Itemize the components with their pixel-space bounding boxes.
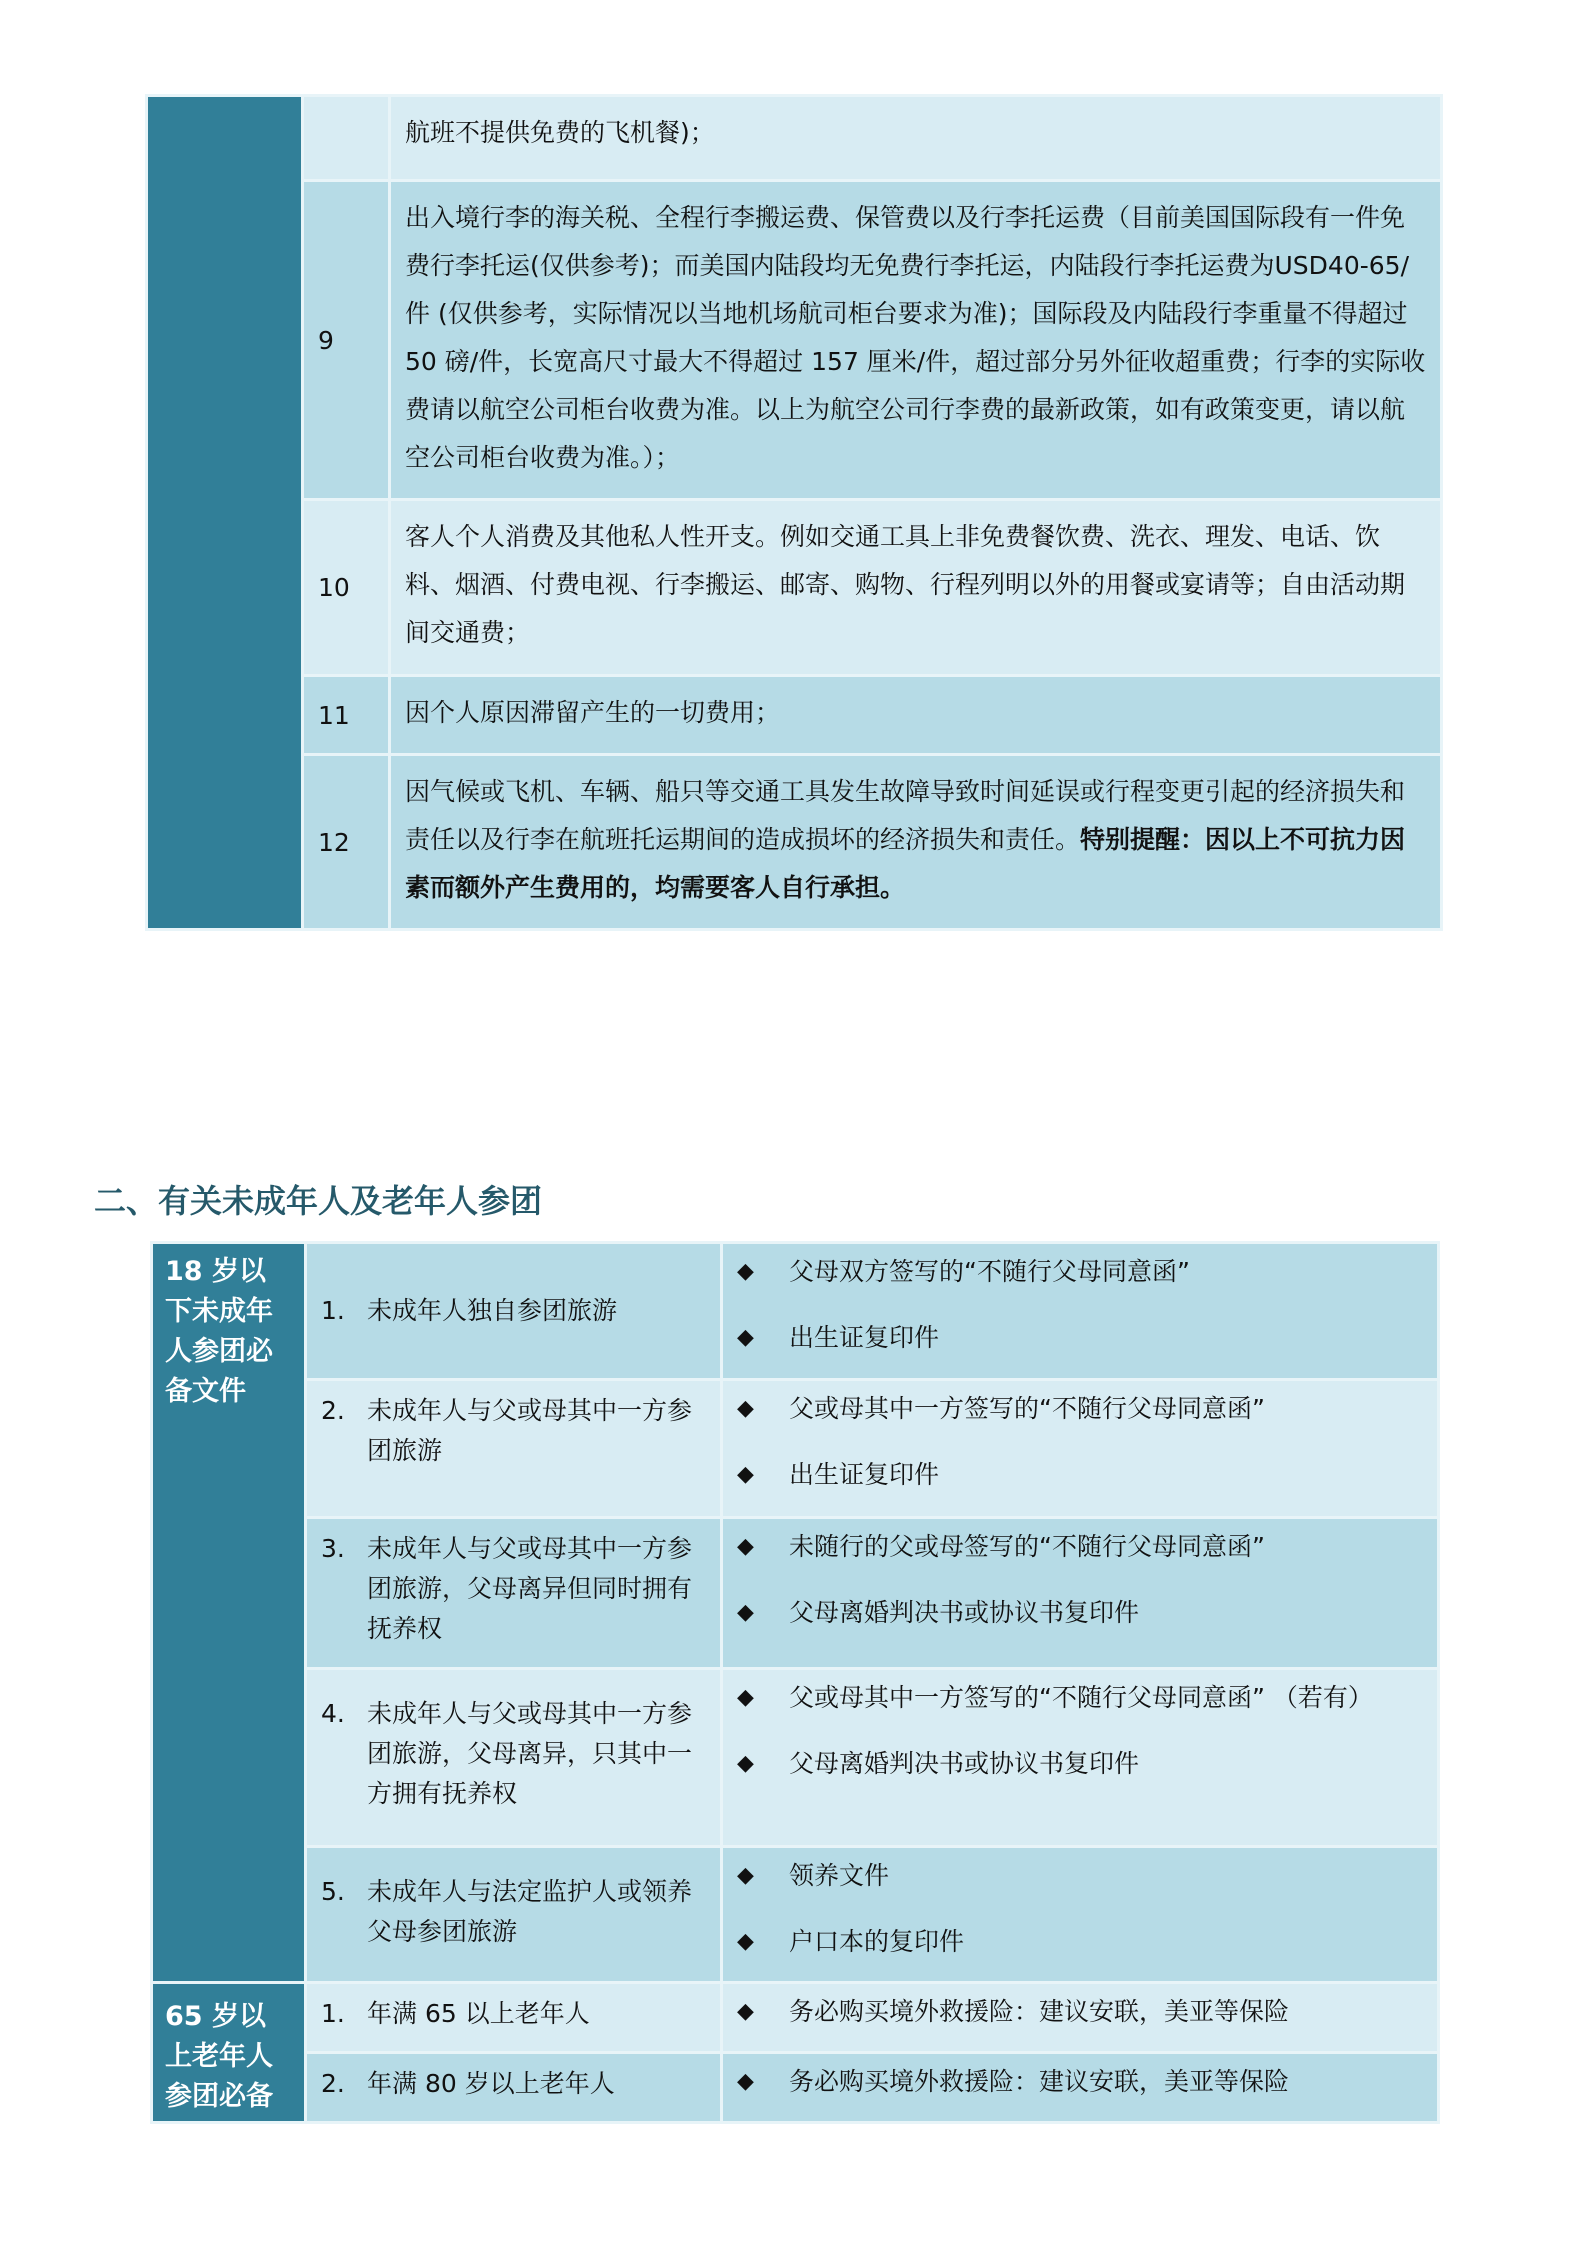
requirements-cell xyxy=(723,1670,1437,1845)
item-text: 未成年人与父或母其中一方参团旅游，父母离异但同时拥有抚养权 xyxy=(367,1534,693,1643)
item-number: 2. xyxy=(321,1396,345,1425)
minor-group-label: 18 岁以下未成年人参团必备文件 xyxy=(153,1244,304,1981)
item-cell xyxy=(307,1519,720,1667)
item-number: 5. xyxy=(321,1877,345,1906)
item-text: 未成年人与父或母其中一方参团旅游 xyxy=(367,1396,693,1465)
table-row xyxy=(148,97,1440,179)
item-cell xyxy=(307,2054,720,2121)
fees-excluded-table xyxy=(145,94,1443,931)
item-text: 年满 80 岁以上老年人 xyxy=(367,2069,615,2098)
list-item: ◆ 父或母其中一方签写的“不随行父母同意函” （若有） xyxy=(737,1678,1423,1718)
row-number: 11 xyxy=(304,677,388,753)
diamond-bullet-icon: ◆ xyxy=(737,1929,754,1954)
item-number: 1. xyxy=(321,1296,345,1325)
diamond-bullet-icon: ◆ xyxy=(737,1751,754,1776)
list-item: ◆ 出生证复印件 xyxy=(737,1455,1423,1495)
table-row xyxy=(148,756,1440,928)
requirements-cell xyxy=(723,1381,1437,1516)
table-row xyxy=(148,677,1440,753)
requirements-cell xyxy=(723,2054,1437,2121)
diamond-bullet-icon: ◆ xyxy=(737,1600,754,1625)
section-heading: 二、有关未成年人及老年人参团 xyxy=(94,1182,543,1220)
diamond-bullet-icon: ◆ xyxy=(737,1259,754,1284)
row-text: 客人个人消费及其他私人性开支。例如交通工具上非免费餐饮费、洗衣、理发、电话、饮料、烟酒、付费电视、行李搬运、邮寄、购物、行程列明以外的用餐或宴请等；自由活动期间交通费； xyxy=(391,501,1440,674)
item-text: 年满 65 以上老年人 xyxy=(367,1999,590,2028)
item-text: 未成年人独自参团旅游 xyxy=(367,1296,618,1325)
diamond-bullet-icon: ◆ xyxy=(737,1863,754,1888)
list-item: ◆ 未随行的父或母签写的“不随行父母同意函” xyxy=(737,1527,1423,1567)
table-row xyxy=(153,1848,1437,1981)
requirements-cell xyxy=(723,1848,1437,1981)
row-number: 12 xyxy=(304,756,388,928)
table-row xyxy=(148,182,1440,498)
list-item: ◆ 出生证复印件 xyxy=(737,1318,1423,1358)
minors-elderly-table xyxy=(150,1241,1440,2124)
diamond-bullet-icon: ◆ xyxy=(737,1685,754,1710)
list-item: ◆ 务必购买境外救援险：建议安联，美亚等保险 xyxy=(737,1992,1423,2032)
table-row xyxy=(153,1670,1437,1845)
diamond-bullet-icon: ◆ xyxy=(737,2069,754,2094)
category-column xyxy=(148,97,301,928)
requirements-cell xyxy=(723,1519,1437,1667)
table-row xyxy=(153,1381,1437,1516)
special-reminder: 特别提醒：因以上不可抗力因素而额外产生费用的，均需要客人自行承担。 xyxy=(405,825,1406,902)
item-number: 2. xyxy=(321,2069,345,2098)
diamond-bullet-icon: ◆ xyxy=(737,1396,754,1421)
row-number: 9 xyxy=(304,182,388,498)
row-text: 因个人原因滞留产生的一切费用； xyxy=(391,677,1440,753)
row-text: 航班不提供免费的飞机餐)； xyxy=(391,97,1440,179)
row-number xyxy=(304,97,388,179)
diamond-bullet-icon: ◆ xyxy=(737,1325,754,1350)
list-item: ◆ 领养文件 xyxy=(737,1856,1423,1896)
item-number: 3. xyxy=(321,1534,345,1563)
list-item: ◆ 父母离婚判决书或协议书复印件 xyxy=(737,1744,1423,1784)
item-cell xyxy=(307,1381,720,1516)
row-text: 出入境行李的海关税、全程行李搬运费、保管费以及行李托运费（目前美国国际段有一件免费行李托运(仅供参考)；而美国内陆段均无免费行李托运，内陆段行李托运费为USD40-65/件 (仅供参考，实际情况以当地机场航司柜台要求为准)；国际段及内陆段行李重量不得超过 50 磅/件，长宽高尺寸最大不得超过 157 厘米/件，超过部分另外征收超重费；行李的实际收费请以航空公司柜台收费为准。以上为航空公司行李费的最新政策，如有政策变更，请以航空公司柜台收费为准。）； xyxy=(391,182,1440,498)
item-cell xyxy=(307,1984,720,2051)
diamond-bullet-icon: ◆ xyxy=(737,1462,754,1487)
row-text: 因气候或飞机、车辆、船只等交通工具发生故障导致时间延误或行程变更引起的经济损失和责任以及行李在航班托运期间的造成损坏的经济损失和责任。特别提醒：因以上不可抗力因素而额外产生费用的，均需要客人自行承担。 xyxy=(391,756,1440,928)
list-item: ◆ 父母双方签写的“不随行父母同意函” xyxy=(737,1252,1423,1292)
item-text: 未成年人与法定监护人或领养父母参团旅游 xyxy=(367,1877,693,1946)
list-item: ◆ 父或母其中一方签写的“不随行父母同意函” xyxy=(737,1389,1423,1429)
elder-group-label: 65 岁以上老年人参团必备 xyxy=(153,1984,304,2121)
list-item: ◆ 务必购买境外救援险：建议安联，美亚等保险 xyxy=(737,2062,1423,2102)
item-cell xyxy=(307,1848,720,1981)
list-item: ◆ 户口本的复印件 xyxy=(737,1922,1423,1962)
requirements-cell xyxy=(723,1984,1437,2051)
item-number: 4. xyxy=(321,1699,345,1728)
item-text: 未成年人与父或母其中一方参团旅游，父母离异，只其中一方拥有抚养权 xyxy=(367,1699,693,1808)
list-item: ◆ 父母离婚判决书或协议书复印件 xyxy=(737,1593,1423,1633)
item-number: 1. xyxy=(321,1999,345,2028)
row-number: 10 xyxy=(304,501,388,674)
table-row xyxy=(153,1519,1437,1667)
table-row xyxy=(148,501,1440,674)
table-row xyxy=(153,2054,1437,2121)
table-row xyxy=(153,1244,1437,1378)
requirements-cell xyxy=(723,1244,1437,1378)
table-row xyxy=(153,1984,1437,2051)
item-cell xyxy=(307,1244,720,1378)
diamond-bullet-icon: ◆ xyxy=(737,1534,754,1559)
diamond-bullet-icon: ◆ xyxy=(737,1999,754,2024)
item-cell xyxy=(307,1670,720,1845)
